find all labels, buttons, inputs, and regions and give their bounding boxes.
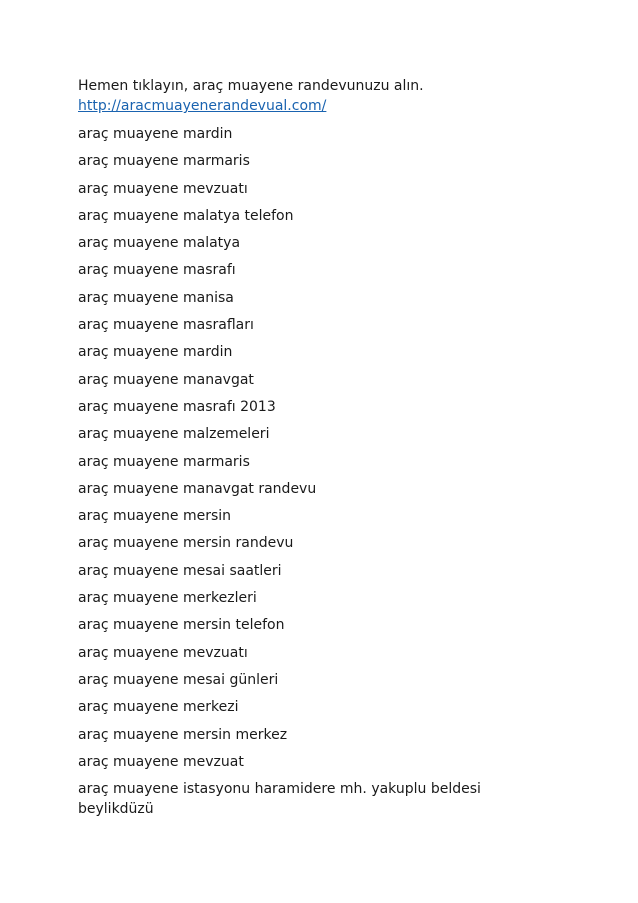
list-item: araç muayene malzemeleri [78,426,270,443]
list-item: araç muayene istasyonu haramidere mh. yakuplu beldesi beylikdüzü [78,781,481,818]
list-item: araç muayene mevzuatı [78,180,248,197]
list-item: araç muayene mersin merkez [78,726,288,743]
list-item: araç muayene mevzuatı [78,644,248,661]
list-item: araç muayene manavgat randevu [78,480,317,497]
list-item: araç muayene merkezi [78,699,239,716]
list-item: araç muayene mardin [78,126,233,142]
list-item: araç muayene mersin [78,508,232,525]
list-item: araç muayene malatya telefon [78,207,294,224]
website-link[interactable]: http://aracmuayenerandevual.com/ [78,98,327,114]
document-page [78,76,548,826]
list-item: araç muayene masrafları [78,317,254,334]
list-item: araç muayene mersin telefon [78,617,285,634]
list-item: araç muayene mersin randevu [78,535,294,552]
list-item: araç muayene mesai günleri [78,671,279,688]
list-item: araç muayene marmaris [78,453,250,470]
list-item: araç muayene merkezleri [78,590,257,607]
list-item: araç muayene manavgat [78,371,254,388]
list-item: araç muayene mardin [78,344,233,361]
keyword-list [78,124,548,819]
list-item: araç muayene mevzuat [78,753,244,770]
list-item: araç muayene masrafı [78,262,236,279]
list-item: araç muayene manisa [78,289,234,306]
list-item: araç muayene marmaris [78,153,250,170]
list-item: araç muayene malatya [78,235,241,252]
intro-text: Hemen tıklayın, araç muayene randevunuzu alın. [78,78,424,94]
list-item: araç muayene masrafı 2013 [78,398,276,415]
list-item: araç muayene mesai saatleri [78,562,282,579]
